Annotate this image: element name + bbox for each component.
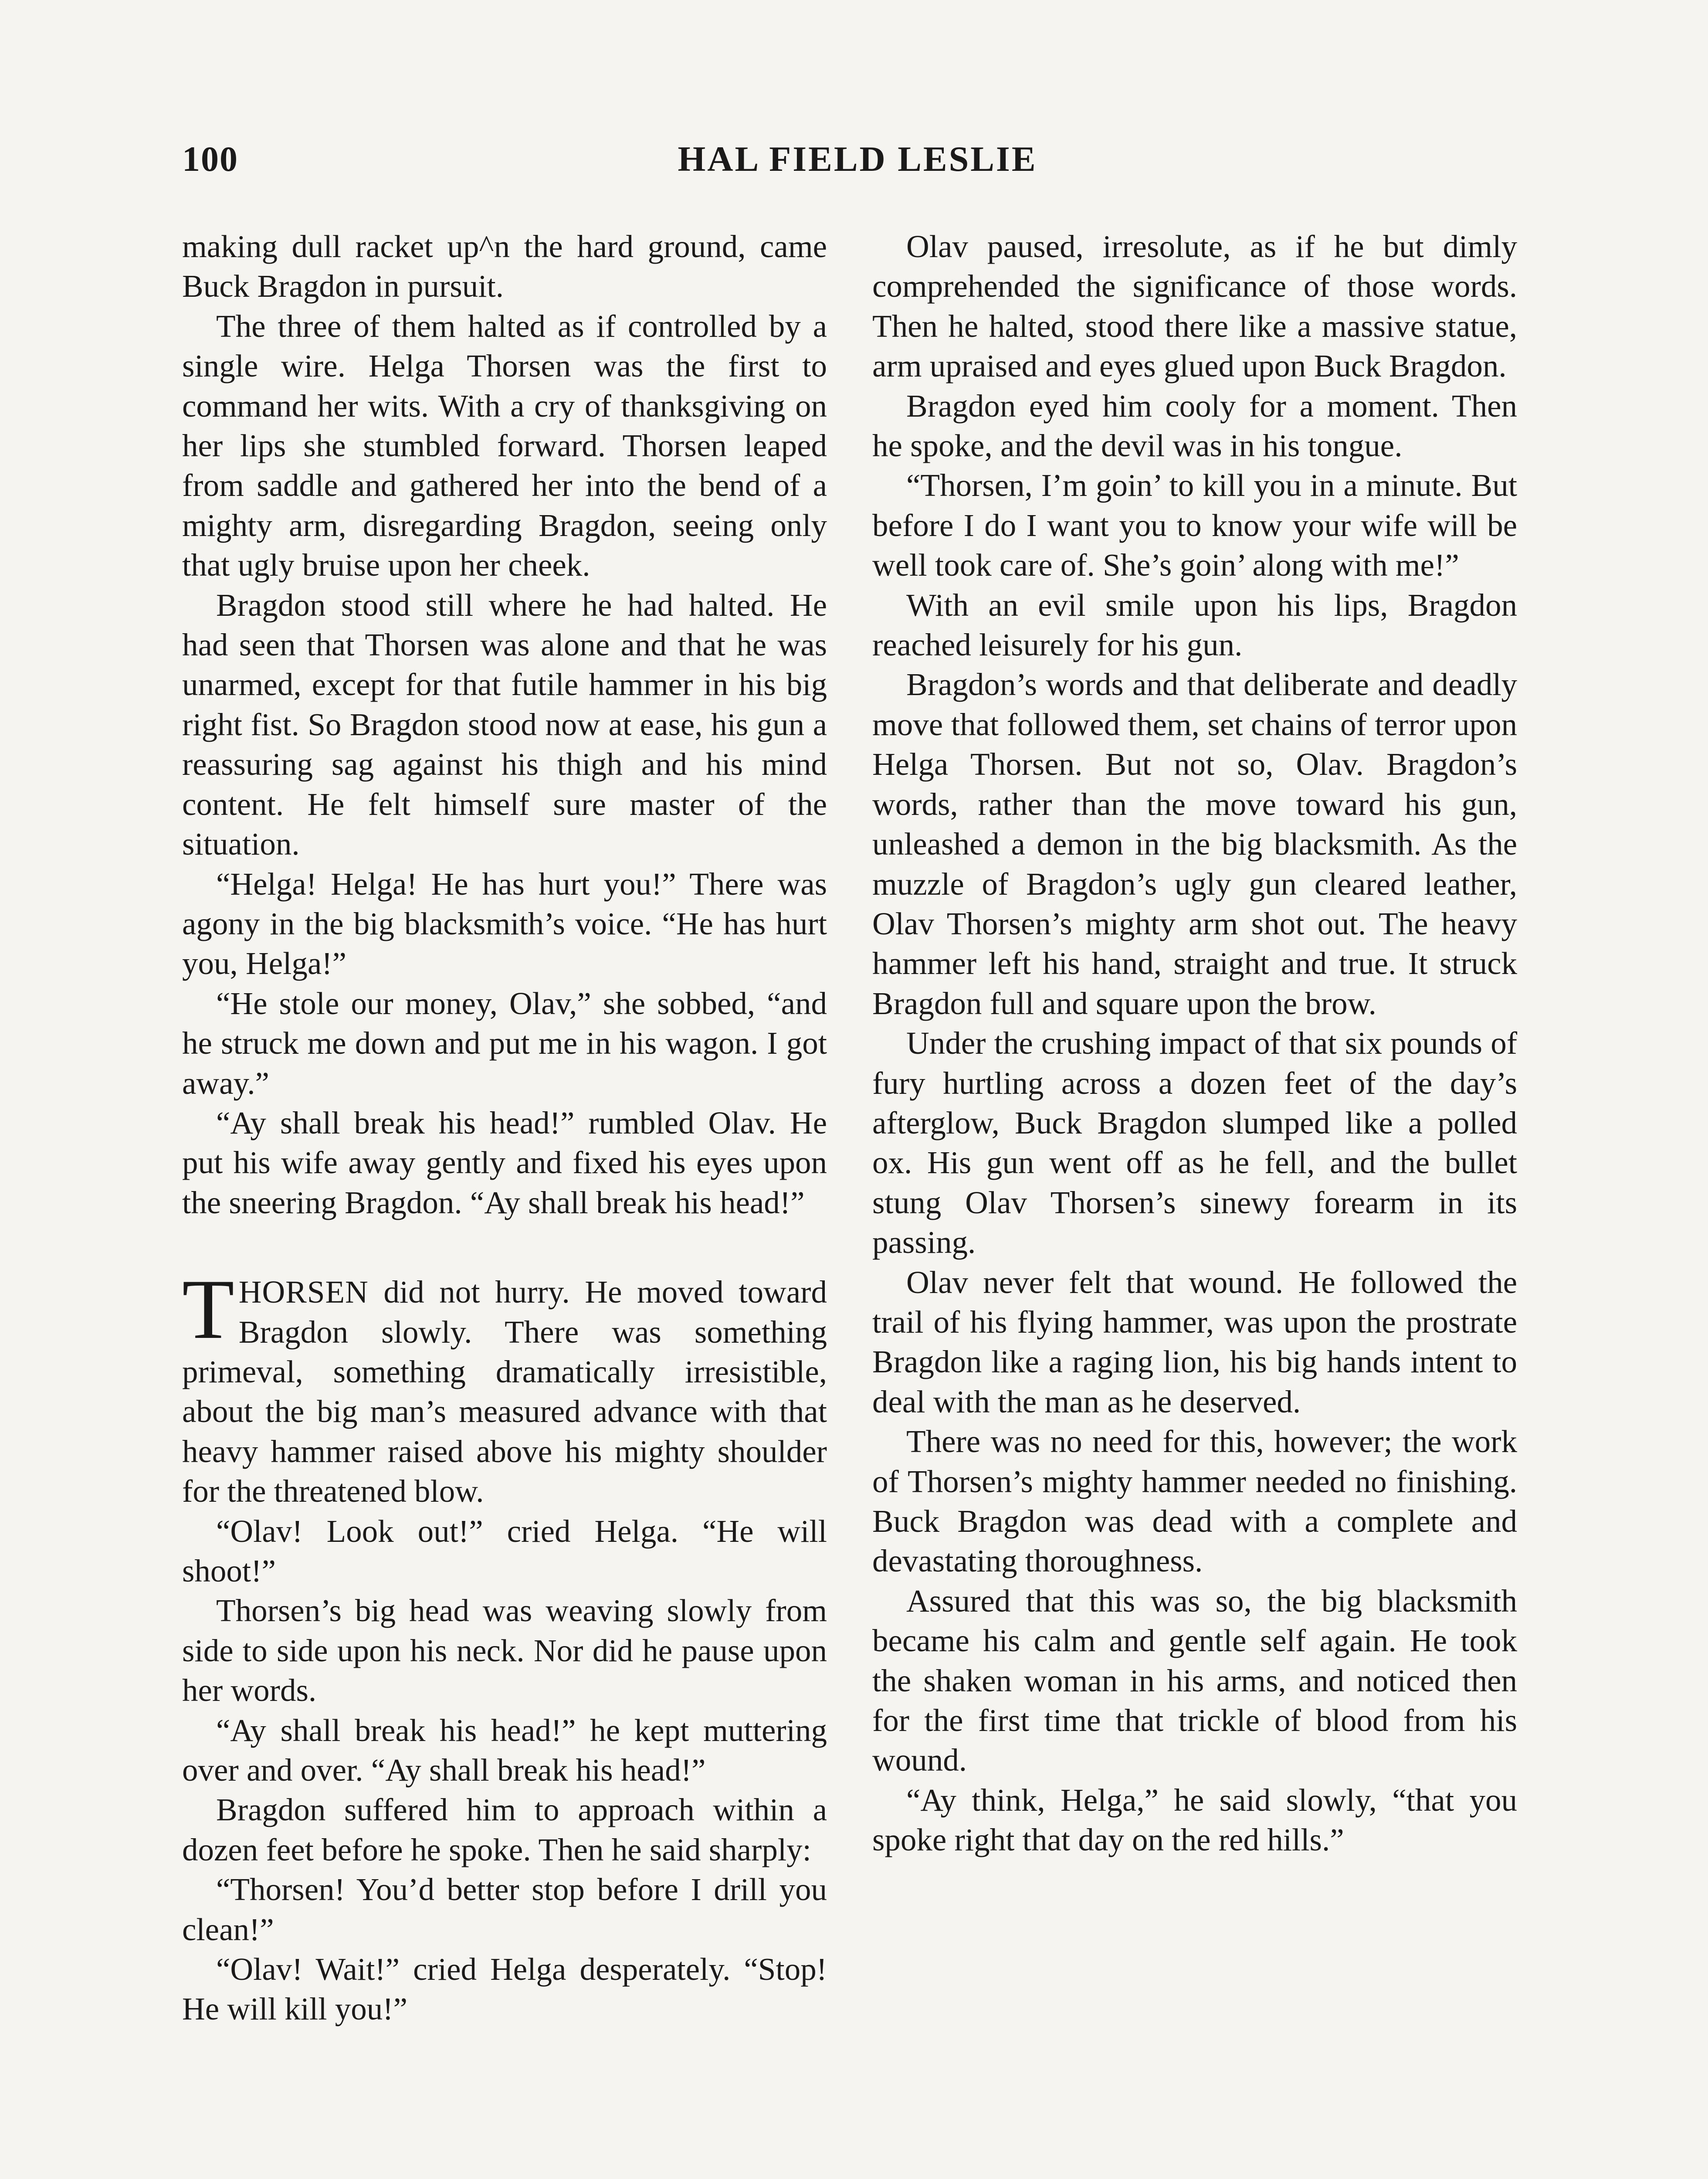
left-column: [182, 227, 827, 2029]
paragraph: making dull racket up^n the hard ground, came Buck Bragdon in pursuit.: [182, 229, 827, 304]
paragraph: Bragdon stood still where he had halted. He had seen that Thorsen was alone and that he was unarmed, except for that futile hammer in his big right fist. So Bragdon stood now at ease, his gun a reassuring sag against his thigh and his mind content. He felt himself sure master of the situation.: [182, 587, 827, 862]
paragraph: Bragdon suffered him to approach within a dozen feet before he spoke. Then he said sharply:: [182, 1792, 827, 1867]
paragraph: “Thorsen! You’d better stop before I drill you clean!”: [182, 1872, 827, 1947]
paragraph: With an evil smile upon his lips, Bragdon reached leisurely for his gun.: [872, 587, 1517, 663]
paragraph: Thorsen’s big head was weaving slowly from side to side upon his neck. Nor did he pause upon her words.: [182, 1593, 827, 1708]
paragraph: The three of them halted as if controlled by a single wire. Helga Thorsen was the first to command her wits. With a cry of thanksgiving on her lips she stumbled forward. Thorsen leaped from saddle and gathered her into the bend of a mighty arm, disregarding Bragdon, seeing only that ugly bruise upon her cheek.: [182, 308, 827, 583]
paragraph: “Ay shall break his head!” rumbled Olav. He put his wife away gently and fixed his eyes upon the sneering Bragdon. “Ay shall break his head!”: [182, 1105, 827, 1220]
paragraph: Olav paused, irresolute, as if he but dimly comprehended the significance of those words. Then he halted, stood there like a massive statue, arm upraised and eyes glued upon Buck Bragdon.: [872, 229, 1517, 384]
paragraph: “Olav! Look out!” cried Helga. “He will shoot!”: [182, 1513, 827, 1588]
paragraph: There was no need for this, however; the work of Thorsen’s mighty hammer needed no finishing. Buck Bragdon was dead with a complete and devastating thoroughness.: [872, 1424, 1517, 1579]
lead-word: HORSEN: [238, 1274, 369, 1310]
paragraph: Assured that this was so, the big blacksmith became his calm and gentle self again. He took the shaken woman in his arms, and noticed then for the first time that trickle of blood from his wound.: [872, 1583, 1517, 1778]
paragraph: “Helga! Helga! He has hurt you!” There was agony in the big blacksmith’s voice. “He has hurt you, Helga!”: [182, 866, 827, 981]
paragraph: Bragdon’s words and that deliberate and deadly move that followed them, set chains of terror upon Helga Thorsen. But not so, Olav. Bragdon’s words, rather than the move toward his gun, unleashed a demon in the big blacksmith. As the muzzle of Bragdon’s ugly gun cleared leather, Olav Thorsen’s mighty arm shot out. The heavy hammer left his hand, straight and true. It struck Bragdon full and square upon the brow.: [872, 667, 1517, 1021]
section-opening-paragraph: [182, 1262, 827, 1511]
paragraph-text: did not hurry. He moved toward Bragdon slowly. There was something primeval, something dramatically irresistible, about the big man’s measured advance with that heavy hammer raised above his mighty shoulder for the threatened blow.: [182, 1274, 827, 1509]
page-number: 100: [182, 139, 238, 179]
page-header: [182, 139, 1533, 187]
paragraph: Olav never felt that wound. He followed the trail of his flying hammer, was upon the prostrate Bragdon like a raging lion, his big hands intent to deal with the man as he deserved.: [872, 1264, 1517, 1419]
running-title: HAL FIELD LESLIE: [678, 139, 1037, 179]
paragraph: “He stole our money, Olav,” she sobbed, “and he struck me down and put me in his wagon. I got away.”: [182, 985, 827, 1101]
right-column: [872, 227, 1517, 1860]
paragraph: “Ay think, Helga,” he said slowly, “that you spoke right that day on the red hills.”: [872, 1782, 1517, 1858]
paragraph: Bragdon eyed him cooly for a moment. Then he spoke, and the devil was in his tongue.: [872, 388, 1517, 464]
drop-cap: T: [182, 1262, 234, 1357]
paragraph: “Ay shall break his head!” he kept muttering over and over. “Ay shall break his head!”: [182, 1712, 827, 1788]
paragraph: Under the crushing impact of that six pounds of fury hurtling across a dozen feet of the day’s afterglow, Buck Bragdon slumped like a polled ox. His gun went off as he fell, and the bullet stung Olav Thorsen’s sinewy forearm in its passing.: [872, 1025, 1517, 1260]
paragraph: “Olav! Wait!” cried Helga desperately. “Stop! He will kill you!”: [182, 1952, 827, 2027]
paragraph: “Thorsen, I’m goin’ to kill you in a minute. But before I do I want you to know your wife will be well took care of. She’s goin’ along with me!”: [872, 468, 1517, 583]
